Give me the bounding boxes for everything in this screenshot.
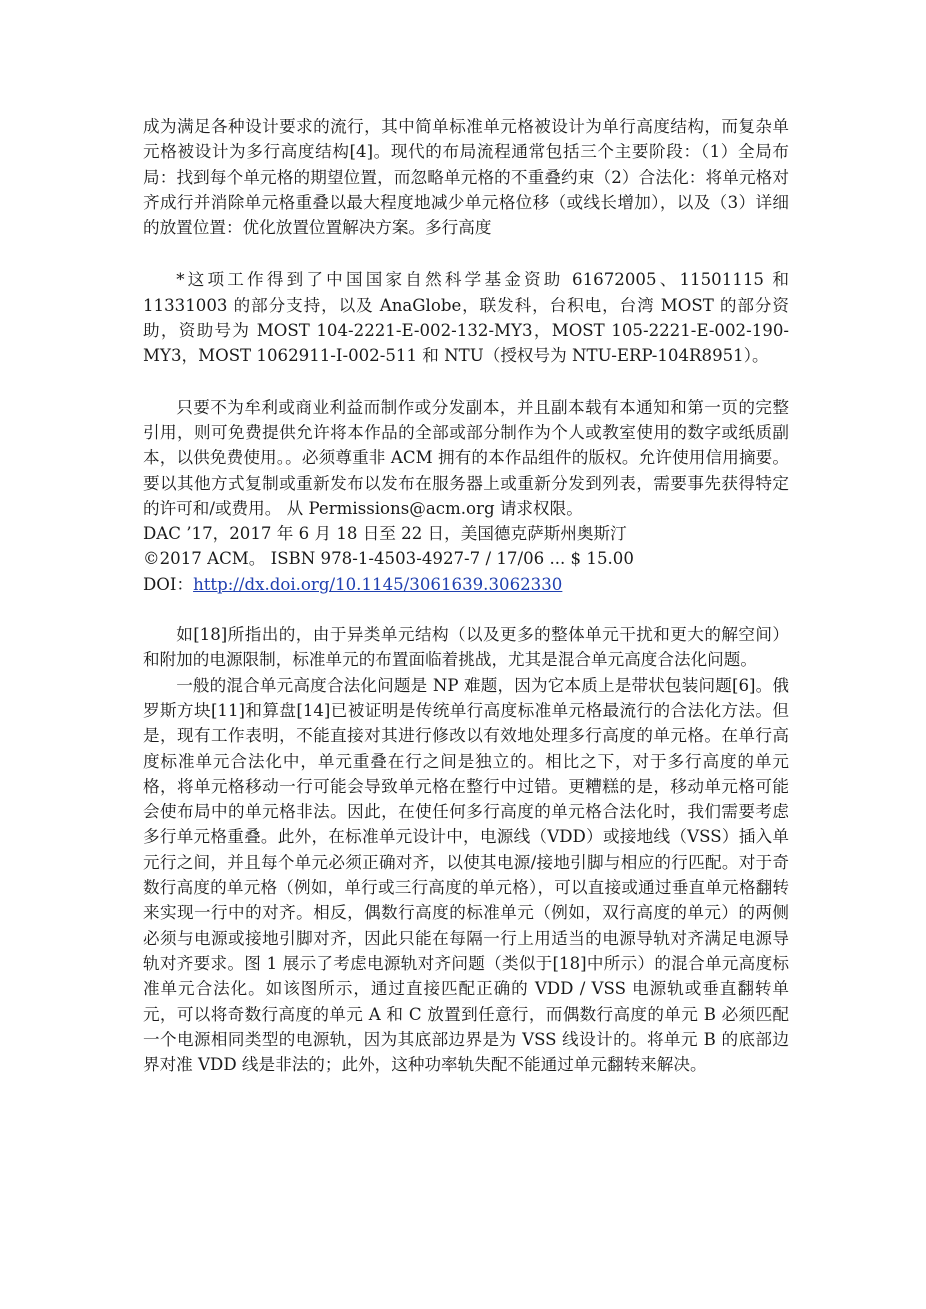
page-content [143,114,789,1077]
doi-label: DOI： [143,574,194,594]
body-paragraph-1: 如[18]所指出的，由于异类单元结构（以及更多的整体单元干扰和更大的解空间）和附加的电源限制，标准单元的布置面临着挑战，尤其是混合单元高度合法化问题。 [143,625,789,670]
funding-acknowledgment: *这项工作得到了中国国家自然科学基金资助 61672005、11501115 和 11331003 的部分支持，以及 AnaGlobe，联发科，台积电，台湾 MOST 的部分资助，资助号为 MOST 104-2221-E-002-132-MY3，MOST 105-2221-E-002-190-MY3，MOST 1062911-I-002-511 和 NTU（授权号为 NTU-ERP-104R8951）。 [143,270,789,366]
copyright-line: ©2017 ACM。 ISBN 978-1-4503-4927-7 / 17/06 ... $ 15.00 [143,549,634,569]
doi-link[interactable]: http://dx.doi.org/10.1145/3061639.3062330 [193,574,563,594]
footnote-block [143,267,789,368]
permission-block [143,395,789,597]
body-paragraph-2: 一般的混合单元高度合法化问题是 NP 难题，因为它本质上是带状包装问题[6]。俄罗斯方块[11]和算盘[14]已被证明是传统单行高度标准单元格最流行的合法化方法。但是，现有工作表明，不能直接对其进行修改以有效地处理多行高度的单元格。在单行高度标准单元合法化中，单元重叠在行之间是独立的。相比之下，对于多行高度的单元格，将单元格移动一行可能会导致单元格在整行中过错。更糟糕的是，移动单元格可能会使布局中的单元格非法。因此，在使任何多行高度的单元格合法化时，我们需要考虑多行单元格重叠。此外，在标准单元设计中，电源线（VDD）或接地线（VSS）插入单元行之间，并且每个单元必须正确对齐，以使其电源/接地引脚与相应的行匹配。对于奇数行高度的单元格（例如，单行或三行高度的单元格），可以直接或通过垂直单元格翻转来实现一行中的对齐。相反，偶数行高度的标准单元（例如，双行高度的单元）的两侧必须与电源或接地引脚对齐，因此只能在每隔一行上用适当的电源导轨对齐满足电源导轨对齐要求。图 1 展示了考虑电源轨对齐问题（类似于[18]中所示）的混合单元高度标准单元合法化。如该图所示，通过直接匹配正确的 VDD / VSS 电源轨或垂直翻转单元，可以将奇数行高度的单元 A 和 C 放置到任意行，而偶数行高度的单元 B 必须匹配一个电源相同类型的电源轨，因为其底部边界是为 VSS 线设计的。将单元 B 的底部边界对准 VDD 线是非法的；此外，这种功率轨失配不能通过单元翻转来解决。 [143,675,789,1075]
doi-line [143,572,789,597]
body-text [143,622,789,1077]
permission-notice: 只要不为牟利或商业利益而制作或分发副本，并且副本载有本通知和第一页的完整引用，则可免费提供允许将本作品的全部或部分制作为个人或教室使用的数字或纸质副本，以供免费使用。。必须尊重非 ACM 拥有的本作品组件的版权。允许使用信用摘要。 要以其他方式复制或重新发布以发布在服务器上或重新分发到列表，需要事先获得特定的许可和/或费用。 从 Permissions@acm.org 请求权限。 [143,397,789,518]
conference-line: DAC ’17，2017 年 6 月 18 日至 22 日，美国德克萨斯州奥斯汀 [143,524,627,544]
intro-paragraph: 成为满足各种设计要求的流行，其中简单标准单元格被设计为单行高度结构，而复杂单元格被设计为多行高度结构[4]。现代的布局流程通常包括三个主要阶段：（1）全局布局：找到每个单元格的期望位置，而忽略单元格的不重叠约束（2）合法化：将单元格对齐成行并消除单元格重叠以最大程度地减少单元格位移（或线长增加），以及（3）详细的放置位置：优化放置位置解决方案。多行高度 [143,117,789,238]
